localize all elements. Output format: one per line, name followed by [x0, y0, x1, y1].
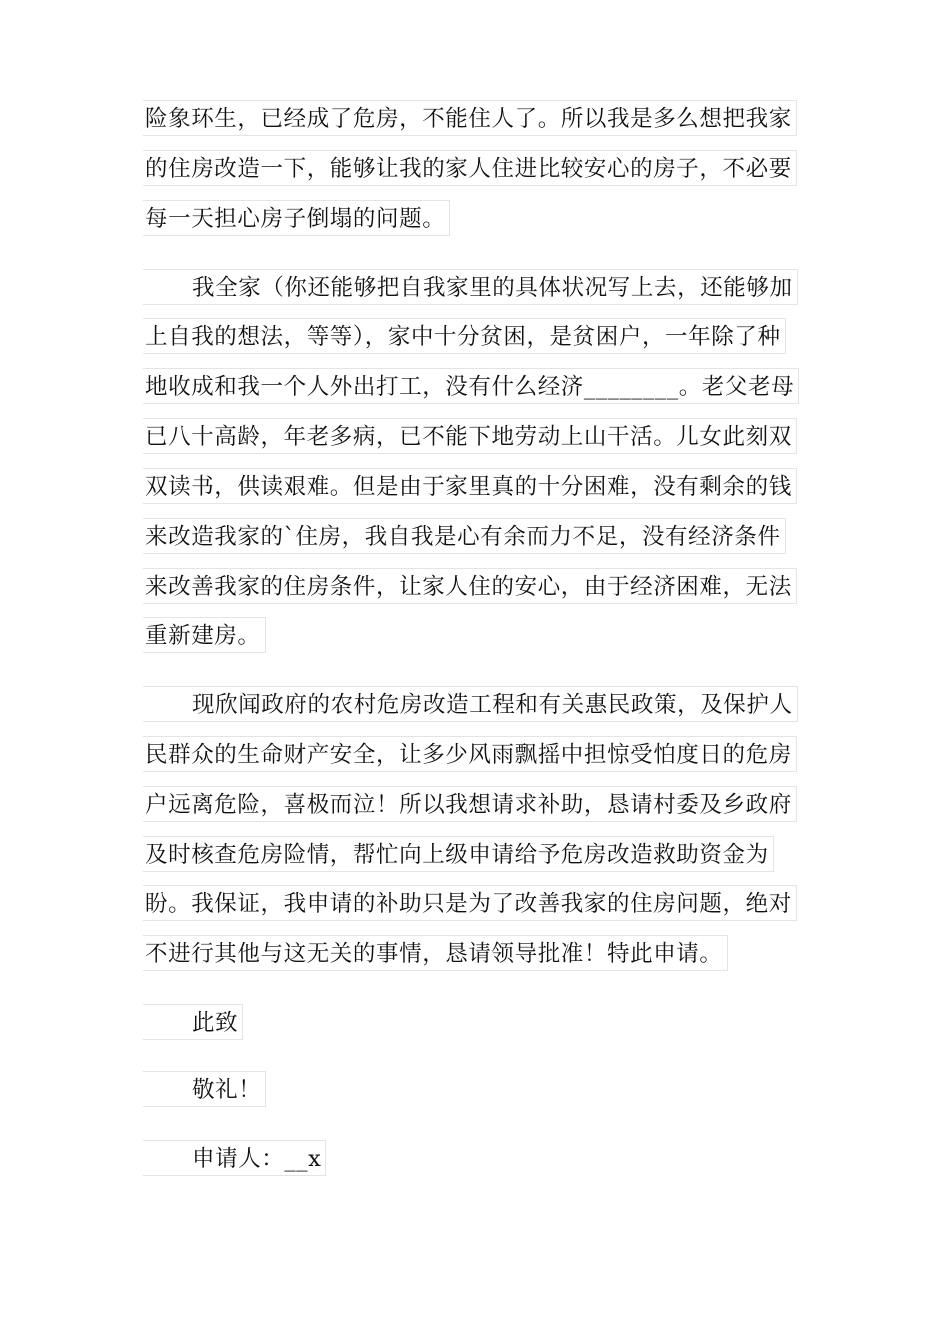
paragraph-1-line-2: 的住房改造一下，能够让我的家人住进比较安心的房子，不必要 — [143, 150, 797, 186]
paragraph-1-line-1: 险象环生，已经成了危房，不能住人了。所以我是多么想把我家 — [143, 100, 797, 136]
paragraph-2-line-2: 上自我的想法，等等），家中十分贫困，是贫困户，一年除了种 — [143, 318, 786, 354]
paragraph-3-line-1: 现欣闻政府的农村危房改造工程和有关惠民政策，及保护人 — [143, 686, 798, 722]
closing-applicant: 申请人：__x — [143, 1140, 326, 1176]
paragraph-2-line-4: 已八十高龄，年老多病，已不能下地劳动上山干活。儿女此刻双 — [143, 418, 797, 454]
closing-regards: 敬礼！ — [143, 1071, 266, 1107]
paragraph-3-line-2: 民群众的生命财产安全，让多少风雨飘摇中担惊受怕度日的危房 — [143, 736, 797, 772]
paragraph-2-line-3: 地收成和我一个人外出打工，没有什么经济________。老父老母 — [143, 368, 799, 404]
paragraph-3-line-3: 户远离危险，喜极而泣！所以我想请求补助，恳请村委及乡政府 — [143, 786, 797, 822]
paragraph-2-line-6: 来改造我家的`住房，我自我是心有余而力不足，没有经济条件 — [143, 518, 786, 554]
paragraph-3-line-4: 及时核查危房险情，帮忙向上级申请给予危房改造救助资金为 — [143, 836, 774, 872]
paragraph-3-line-6: 不进行其他与这无关的事情，恳请领导批准！特此申请。 — [143, 935, 728, 971]
paragraph-2-line-7: 来改善我家的住房条件，让家人住的安心，由于经济困难，无法 — [143, 568, 797, 604]
paragraph-2-line-5: 双读书，供读艰难。但是由于家里真的十分困难，没有剩余的钱 — [143, 468, 797, 504]
closing-salutation: 此致 — [143, 1004, 243, 1040]
paragraph-2-line-1: 我全家（你还能够把自我家里的具体状况写上去，还能够加 — [143, 269, 798, 305]
paragraph-2-line-8: 重新建房。 — [143, 617, 266, 653]
paragraph-1-line-3: 每一天担心房子倒塌的问题。 — [143, 200, 450, 236]
paragraph-3-line-5: 盼。我保证，我申请的补助只是为了改善我家的住房问题，绝对 — [143, 885, 797, 921]
